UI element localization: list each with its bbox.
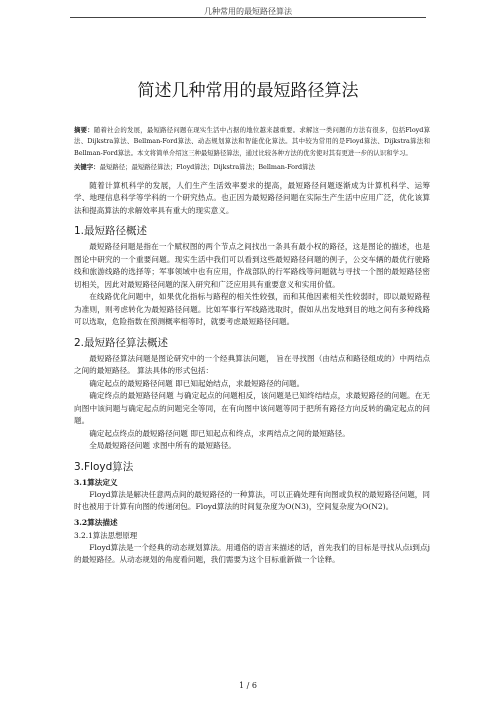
section2-paragraph: 最短路径算法问题是图论研究中的一个经典算法问题， 旨在寻找图（由结点和路径组成的）中两结点之间的最短路径。 算法具体的形式包括： <box>74 353 430 376</box>
keywords-text: 最短路径；最短路径算法；Floyd算法；Dijkstra算法；Bellman-Ford算法 <box>99 163 315 172</box>
section2-paragraph: 确定起点终点的最短路径问题 即已知起点和终点，求两结点之间的最短路径。 <box>89 428 350 438</box>
section-heading-3: 3.Floyd算法 <box>74 460 134 473</box>
section2-paragraph: 确定终点的最短路径问题 与确定起点的问题相反，该问题是已知终结结点，求最短路径的问题。在无向图中该问题与确定起点的问题完全等同，在有向图中该问题等同于把所有路径方向反转的确定起点的问题。 <box>74 391 430 426</box>
section2-paragraph: 全局最短路径问题 求图中所有的最短路径。 <box>89 441 236 451</box>
running-header: 几种常用的最短路径算法 <box>204 7 292 16</box>
section3-paragraph: Floyd算法是一个经典的动态规划算法。用通俗的语言来描述的话，首先我们的目标是寻找从点i到点j的最短路径。从动态规划的角度看问题，我们需要为这个目标重新做一个诠释。 <box>74 542 430 565</box>
section3-paragraph: Floyd算法是解决任意两点间的最短路径的一种算法，可以正确处理有向图或负权的最短路径问题，同时也被用于计算有向图的传递闭包。Floyd算法的时间复杂度为O(N3)，空间复杂度为O(N2)。 <box>74 489 430 512</box>
document-title: 简述几种常用的最短路径算法 <box>137 81 359 101</box>
header-rule <box>70 17 426 18</box>
keywords <box>74 162 430 173</box>
section-heading-1: 1.最短路径概述 <box>74 225 148 238</box>
intro-paragraph: 随着计算机科学的发展，人们生产生活效率要求的提高，最短路径问题逐渐成为计算机科学、运筹学、地理信息科学等学科的一个研究热点。也正因为最短路径问题在实际生产生活中应用广泛，优化该算法和提高算法的求解效率具有重大的现实意义。 <box>74 180 430 215</box>
abstract-text: 随着社会的发展，最短路径问题在现实生活中占据的地位越来越重要。求解这一类问题的方法有很多，包括Floyd算法、Dijkstra算法、Bellman-Ford算法、动态规划算法和智能优化算法。其中较为常用的是Floyd算法、Dijkstra算法和Bellman-Ford算法。本文将简单介绍这三种最短路径算法，通过比较各种方法的优劣使对其有更进一步的认识和学习。 <box>74 126 431 157</box>
subsection-heading: 3.2算法描述 <box>74 517 118 527</box>
section1-paragraph: 在线路优化问题中，如果优化指标与路程的相关性较强，而和其他因素相关性较弱时，即以最短路程为准则，则考虑转化为最短路径问题。比如军事行军线路选取时，假如从出发地到目的地之间有多种线路可以选取，危险指数在预测概率相等时，就要考虑最短路径问题。 <box>74 292 430 327</box>
page-number: 1 / 6 <box>239 681 257 690</box>
subsubsection-heading: 3.2.1算法思想原理 <box>74 530 138 540</box>
content-area <box>74 125 430 567</box>
section1-paragraph: 最短路径问题是指在一个赋权图的两个节点之间找出一条具有最小权的路径，这是图论的描述，也是图论中研究的一个重要问题。现实生活中我们可以看到这些最短路径问题的例子，公交车辆的最优行驶路线和旅游线路的选择等；军事领域中也有应用，作战部队的行军路线等问题就与寻找一个图的最短路径密切相关，因此对最短路径问题的深入研究和广泛应用具有重要意义和实用价值。 <box>74 242 430 289</box>
abstract-label: 摘要： <box>74 126 94 134</box>
section-heading-2: 2.最短路径算法概述 <box>74 336 169 349</box>
abstract <box>74 125 430 159</box>
keywords-label: 关键字： <box>74 163 100 172</box>
subsection-heading: 3.1算法定义 <box>74 477 118 487</box>
section2-paragraph: 确定起点的最短路径问题 即已知起始结点，求最短路径的问题。 <box>89 378 305 388</box>
